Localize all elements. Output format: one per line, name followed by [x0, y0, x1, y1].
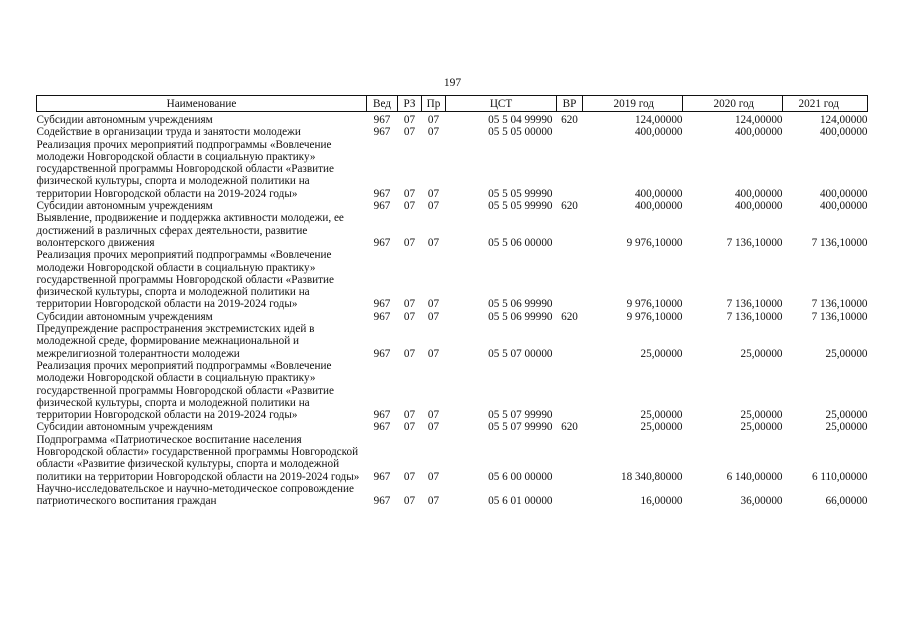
row-pr: 07	[427, 200, 440, 213]
row-2021-amount: 6 110,00000	[811, 470, 868, 483]
row-cst: 05 5 05 00000	[488, 126, 553, 139]
row-2021-amount: 25,00000	[825, 409, 868, 422]
row-2020-amount: 25,00000	[740, 421, 783, 434]
row-cst: 05 5 05 99990	[488, 200, 553, 213]
row-2021-amount: 400,00000	[819, 187, 868, 200]
row-pr: 07	[427, 187, 440, 200]
row-name: Предупреждение распространения экстремистских идей в молодежной среде, формирование межнациональной и межрелигиозной толерантности молодежи	[36, 323, 315, 360]
row-2021-amount: 400,00000	[819, 126, 868, 139]
table-row	[37, 200, 868, 212]
row-2020-amount: 6 140,00000	[726, 470, 783, 483]
row-rz: 07	[403, 347, 416, 360]
row-2020-amount: 124,00000	[734, 114, 783, 126]
row-2021-amount: 25,00000	[825, 421, 868, 434]
row-ved: 967	[373, 409, 391, 422]
row-rz: 07	[403, 495, 416, 508]
row-2020-amount: 400,00000	[734, 126, 783, 139]
table-header-row	[37, 96, 868, 112]
header-name: Наименование	[37, 96, 367, 112]
row-ved: 967	[373, 298, 391, 311]
row-vr	[557, 249, 583, 310]
row-2020-amount: 7 136,10000	[726, 310, 783, 323]
table-row	[37, 139, 868, 200]
row-ved: 967	[373, 200, 391, 213]
row-rz: 07	[403, 310, 416, 323]
row-2019-amount: 25,00000	[640, 409, 683, 422]
row-vr	[557, 434, 583, 483]
row-ved: 967	[373, 236, 391, 249]
row-rz: 07	[403, 298, 416, 311]
row-2019-amount: 18 340,80000	[620, 470, 683, 483]
row-rz: 07	[403, 200, 416, 213]
row-vr: 620	[561, 421, 578, 434]
page-number: 197	[443, 77, 462, 89]
table-body	[37, 112, 868, 508]
row-pr: 07	[427, 421, 440, 434]
header-vr: ВР	[557, 96, 583, 112]
header-2019: 2019 год	[583, 96, 683, 112]
header-cst: ЦСТ	[446, 96, 557, 112]
table-row	[37, 212, 868, 249]
row-rz: 07	[403, 187, 416, 200]
row-2019-amount: 400,00000	[634, 187, 683, 200]
row-cst: 05 6 00 00000	[488, 470, 553, 483]
row-name: Субсидии автономным учреждениям	[36, 421, 213, 434]
row-2021-amount: 124,00000	[819, 114, 868, 126]
row-ved: 967	[373, 495, 391, 508]
row-cst: 05 5 07 99990	[488, 421, 553, 434]
row-name: Реализация прочих мероприятий подпрограммы «Вовлечение молодежи Новгородской области в социальную практику» государственной программы Новгородской области «Развитие физической культуры, спорта и молодежной политики на территории Новгородской области на 2019-2024 годы»	[36, 249, 334, 311]
row-vr	[557, 126, 583, 138]
row-ved: 967	[373, 310, 391, 323]
row-pr: 07	[427, 470, 440, 483]
row-vr: 620	[561, 310, 578, 323]
row-2021-amount: 25,00000	[825, 347, 868, 360]
row-name: Подпрограмма «Патриотическое воспитание населения Новгородской области» государственной программы Новгородской области «Развитие физической культуры, спорта и молодежной политики на территории Новгородской области на 2019-2024 годы»	[36, 433, 360, 483]
row-pr: 07	[427, 114, 440, 126]
row-vr	[557, 483, 583, 508]
row-cst: 05 5 04 99990	[488, 114, 553, 126]
row-2021-amount: 7 136,10000	[811, 236, 868, 249]
row-pr: 07	[427, 126, 440, 139]
row-cst: 05 5 05 99990	[488, 187, 553, 200]
table-row	[37, 434, 868, 483]
table-row	[37, 360, 868, 421]
row-name: Выявление, продвижение и поддержка активности молодежи, ее достижений в различных сферах деятельности, развитие волонтерского движения	[36, 212, 344, 249]
table-row	[37, 323, 868, 360]
row-pr: 07	[427, 347, 440, 360]
row-rz: 07	[403, 409, 416, 422]
row-rz: 07	[403, 126, 416, 139]
row-ved: 967	[373, 347, 391, 360]
row-cst: 05 5 07 00000	[488, 347, 553, 360]
row-pr: 07	[427, 495, 440, 508]
header-rz: РЗ	[398, 96, 422, 112]
header-ved: Вед	[367, 96, 398, 112]
row-ved: 967	[373, 421, 391, 434]
row-pr: 07	[427, 298, 440, 311]
row-name: Научно-исследовательское и научно-методическое сопровождение патриотического воспитания граждан	[36, 482, 354, 508]
row-cst: 05 5 06 99990	[488, 298, 553, 311]
row-name: Содействие в организации труда и занятости молодежи	[36, 126, 301, 139]
row-2020-amount: 7 136,10000	[726, 236, 783, 249]
row-pr: 07	[427, 236, 440, 249]
row-vr	[557, 139, 583, 200]
row-rz: 07	[403, 236, 416, 249]
header-2020: 2020 год	[683, 96, 783, 112]
row-name: Реализация прочих мероприятий подпрограммы «Вовлечение молодежи Новгородской области в социальную практику» государственной программы Новгородской области «Развитие физической культуры, спорта и молодежной политики на территории Новгородской области на 2019-2024 годы»	[36, 138, 334, 200]
row-rz: 07	[403, 421, 416, 434]
row-2020-amount: 25,00000	[740, 409, 783, 422]
header-2021: 2021 год	[783, 96, 868, 112]
row-2020-amount: 36,00000	[740, 495, 783, 508]
row-2019-amount: 400,00000	[634, 200, 683, 213]
row-2020-amount: 7 136,10000	[726, 298, 783, 311]
row-cst: 05 5 06 00000	[488, 236, 553, 249]
row-2019-amount: 400,00000	[634, 126, 683, 139]
budget-table	[36, 95, 868, 508]
row-2021-amount: 400,00000	[819, 200, 868, 213]
row-vr: 620	[561, 114, 578, 126]
table-row	[37, 126, 868, 138]
row-cst: 05 5 07 99990	[488, 409, 553, 422]
row-2019-amount: 9 976,10000	[626, 236, 683, 249]
table-row	[37, 112, 868, 127]
row-2019-amount: 16,00000	[640, 495, 683, 508]
row-pr: 07	[427, 409, 440, 422]
row-2021-amount: 66,00000	[825, 495, 868, 508]
row-name: Реализация прочих мероприятий подпрограммы «Вовлечение молодежи Новгородской области в социальную практику» государственной программы Новгородской области «Развитие физической культуры, спорта и молодежной политики на территории Новгородской области на 2019-2024 годы»	[36, 359, 334, 422]
row-vr: 620	[561, 200, 578, 213]
row-2021-amount: 7 136,10000	[811, 310, 868, 323]
row-2019-amount: 124,00000	[634, 114, 683, 126]
table-row	[37, 483, 868, 508]
row-ved: 967	[373, 126, 391, 139]
row-2020-amount: 400,00000	[734, 200, 783, 213]
row-cst: 05 6 01 00000	[488, 495, 553, 508]
row-vr	[557, 212, 583, 249]
row-2019-amount: 25,00000	[640, 347, 683, 360]
row-2019-amount: 9 976,10000	[626, 298, 683, 311]
row-2019-amount: 9 976,10000	[626, 310, 683, 323]
row-name: Субсидии автономным учреждениям	[36, 200, 213, 213]
row-2019-amount: 25,00000	[640, 421, 683, 434]
row-name: Субсидии автономным учреждениям	[36, 114, 213, 126]
row-ved: 967	[373, 187, 391, 200]
row-vr	[557, 360, 583, 421]
row-ved: 967	[373, 470, 391, 483]
row-ved: 967	[373, 114, 391, 126]
row-pr: 07	[427, 310, 440, 323]
header-pr: Пр	[422, 96, 446, 112]
table-row	[37, 311, 868, 323]
row-rz: 07	[403, 114, 416, 126]
row-vr	[557, 323, 583, 360]
table-row	[37, 421, 868, 433]
row-2021-amount: 7 136,10000	[811, 298, 868, 311]
row-cst: 05 5 06 99990	[488, 310, 553, 323]
table-row	[37, 249, 868, 310]
row-2020-amount: 25,00000	[740, 347, 783, 360]
row-name: Субсидии автономным учреждениям	[36, 310, 213, 323]
row-2020-amount: 400,00000	[734, 187, 783, 200]
row-rz: 07	[403, 470, 416, 483]
